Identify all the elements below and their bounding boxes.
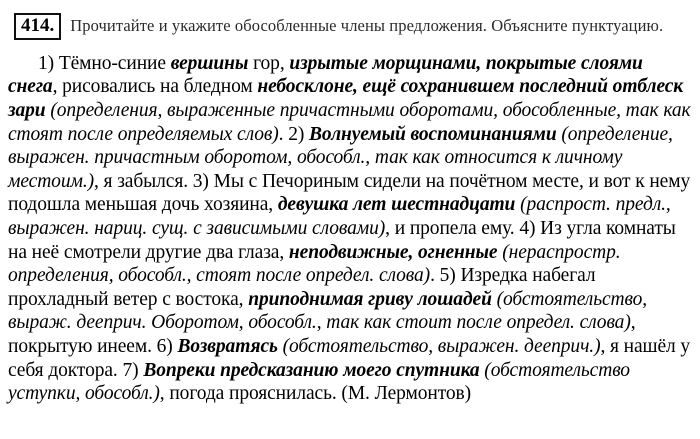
text-segment: , я нашёл у себя доктора. 7) [8,335,691,381]
text-segment: (обстоятельство уступки, обособл.) [8,359,630,405]
text-segment: Волнуемый воспоминаниями [309,123,557,145]
text-segment: Вопреки предсказанию моего спутника [143,359,480,381]
text-segment: , покрытую инеем. 6) [8,312,636,357]
text-segment: вершины [170,52,249,74]
text-segment: неподвижные, огненные [288,241,498,263]
text-segment: (определения, выраженные причастными оборотами, обособленные, так как стоят после определяемых слов) [8,100,691,145]
text-segment: (обстоятельство, выражен. дееприч.) [277,335,601,357]
text-segment: (нераспростр. определения, обособл., стоят после определ. слова) [8,241,621,287]
text-segment: небосклоне, ещё сохранившем последний отблеск зари [8,76,684,122]
text-segment: приподнимая гриву лошадей [248,288,492,310]
exercise-instruction: Прочитайте и укажите обособленные члены предложения. Объясните пунктуацию. [70,16,664,36]
text-segment: изрытые морщинами, покрытые слоями снега [8,52,643,98]
text-segment: . 2) [278,123,310,145]
exercise-number: 414. [14,13,61,40]
text-segment: , погода прояснилась. (М. Лермонтов) [159,383,472,405]
text-segment: Возвратясь [177,335,278,357]
exercise-header [14,13,692,40]
text-segment: 1) Тёмно-синие [38,52,171,74]
text-segment: гор, [248,52,290,74]
text-segment: (обстоятельство, выраж. дееприч. Оборотом, обособл., так как стоит после определ. слова) [8,288,648,334]
text-segment: (распрост. предл., выражен. нариц. сущ. с зависимыми словами) [8,194,671,239]
text-segment: . 5) Изредка набегал прохладный ветер с востока, [8,265,596,310]
text-segment: , я забылся. 3) Мы с Печориным сидели на почётном месте, и вот к нему подошла меньшая дочь хозяина, [8,170,691,216]
text-segment: (определение, выражен. причастным оборотом, обособл., так как относится к личному местоим.) [8,123,673,192]
text-segment: , и пропела ему. 4) Из угла комнаты на неё смотрели другие два глаза, [8,218,676,263]
exercise-text [8,52,692,406]
text-segment: девушка лет шестнадцати [277,194,516,216]
text-segment: , рисовались на бледном [52,76,258,98]
